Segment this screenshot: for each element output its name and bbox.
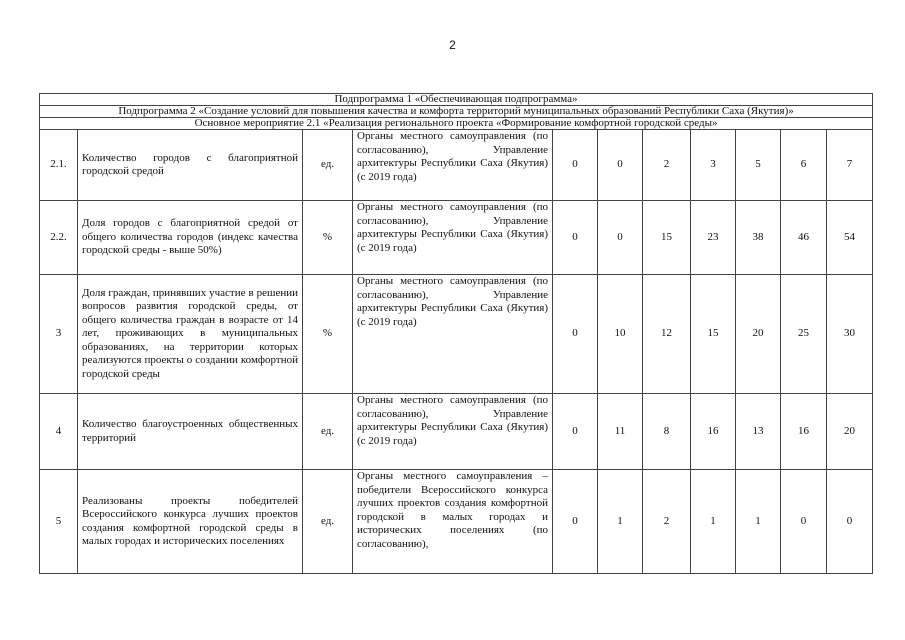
indicator-value: 46 bbox=[781, 201, 827, 275]
indicator-value: 38 bbox=[736, 201, 781, 275]
subprogram-1-row bbox=[40, 94, 873, 106]
indicators-table bbox=[39, 93, 873, 574]
indicator-value: 0 bbox=[553, 201, 598, 275]
main-event-title: Основное мероприятие 2.1 «Реализация регионального проекта «Формирование комфортной городской среды» bbox=[40, 118, 873, 130]
indicator-value: 10 bbox=[598, 275, 643, 394]
indicator-value: 30 bbox=[827, 275, 873, 394]
indicator-value: 1 bbox=[736, 470, 781, 574]
executor: Органы местного самоуправления (по согласованию), Управление архитектуры Республики Саха (Якутия) (с 2019 года) bbox=[353, 201, 553, 275]
table-row bbox=[40, 394, 873, 470]
indicator-value: 2 bbox=[643, 130, 691, 201]
indicator-name: Количество благоустроенных общественных территорий bbox=[78, 394, 303, 470]
indicator-value: 15 bbox=[643, 201, 691, 275]
table-row bbox=[40, 130, 873, 201]
indicator-value: 1 bbox=[598, 470, 643, 574]
unit-of-measure: % bbox=[303, 275, 353, 394]
indicator-value: 5 bbox=[736, 130, 781, 201]
row-number: 3 bbox=[40, 275, 78, 394]
executor: Органы местного самоуправления (по согласованию), Управление архитектуры Республики Саха (Якутия) (с 2019 года) bbox=[353, 130, 553, 201]
table-row bbox=[40, 201, 873, 275]
row-number: 5 bbox=[40, 470, 78, 574]
indicator-value: 12 bbox=[643, 275, 691, 394]
main-event-row bbox=[40, 118, 873, 130]
indicator-value: 16 bbox=[691, 394, 736, 470]
indicator-name: Доля граждан, принявших участие в решении вопросов развития городской среды, от общего количества граждан в возрасте от 14 лет, проживающих в муниципальных образованиях, на территории которых реализуются проекты о создании комфортной городской среды bbox=[78, 275, 303, 394]
subprogram-2-row bbox=[40, 106, 873, 118]
indicator-value: 0 bbox=[553, 470, 598, 574]
indicator-value: 0 bbox=[781, 470, 827, 574]
indicator-value: 11 bbox=[598, 394, 643, 470]
indicator-value: 23 bbox=[691, 201, 736, 275]
indicator-value: 1 bbox=[691, 470, 736, 574]
unit-of-measure: ед. bbox=[303, 130, 353, 201]
indicator-value: 8 bbox=[643, 394, 691, 470]
executor: Органы местного самоуправления (по согласованию), Управление архитектуры Республики Саха (Якутия) (с 2019 года) bbox=[353, 394, 553, 470]
page-number: 2 bbox=[449, 38, 456, 52]
unit-of-measure: ед. bbox=[303, 470, 353, 574]
indicator-value: 2 bbox=[643, 470, 691, 574]
unit-of-measure: % bbox=[303, 201, 353, 275]
table-row bbox=[40, 470, 873, 574]
row-number: 2.1. bbox=[40, 130, 78, 201]
indicator-name: Доля городов с благоприятной средой от общего количества городов (индекс качества городской среды - выше 50%) bbox=[78, 201, 303, 275]
executor: Органы местного самоуправления – победители Всероссийского конкурса лучших проектов создания комфортной городской в малых городах и исторических поселениях (по согласованию), bbox=[353, 470, 553, 574]
indicator-value: 20 bbox=[827, 394, 873, 470]
row-number: 2.2. bbox=[40, 201, 78, 275]
indicator-value: 25 bbox=[781, 275, 827, 394]
subprogram-2-title: Подпрограмма 2 «Создание условий для повышения качества и комфорта территорий муниципальных образований Республики Саха (Якутия)» bbox=[40, 106, 873, 118]
indicator-value: 16 bbox=[781, 394, 827, 470]
indicator-value: 15 bbox=[691, 275, 736, 394]
indicator-value: 0 bbox=[598, 201, 643, 275]
indicator-value: 13 bbox=[736, 394, 781, 470]
indicator-value: 7 bbox=[827, 130, 873, 201]
indicator-value: 0 bbox=[598, 130, 643, 201]
indicator-value: 20 bbox=[736, 275, 781, 394]
row-number: 4 bbox=[40, 394, 78, 470]
indicator-value: 54 bbox=[827, 201, 873, 275]
indicator-value: 0 bbox=[827, 470, 873, 574]
executor: Органы местного самоуправления (по согласованию), Управление архитектуры Республики Саха (Якутия) (с 2019 года) bbox=[353, 275, 553, 394]
subprogram-1-title: Подпрограмма 1 «Обеспечивающая подпрограмма» bbox=[40, 94, 873, 106]
table-row bbox=[40, 275, 873, 394]
indicator-value: 0 bbox=[553, 275, 598, 394]
indicator-value: 0 bbox=[553, 394, 598, 470]
indicator-value: 3 bbox=[691, 130, 736, 201]
unit-of-measure: ед. bbox=[303, 394, 353, 470]
indicator-value: 0 bbox=[553, 130, 598, 201]
indicator-name: Количество городов с благоприятной городской средой bbox=[78, 130, 303, 201]
indicator-value: 6 bbox=[781, 130, 827, 201]
indicator-name: Реализованы проекты победителей Всероссийского конкурса лучших проектов создания комфортной городской среды в малых городах и исторических поселениях bbox=[78, 470, 303, 574]
